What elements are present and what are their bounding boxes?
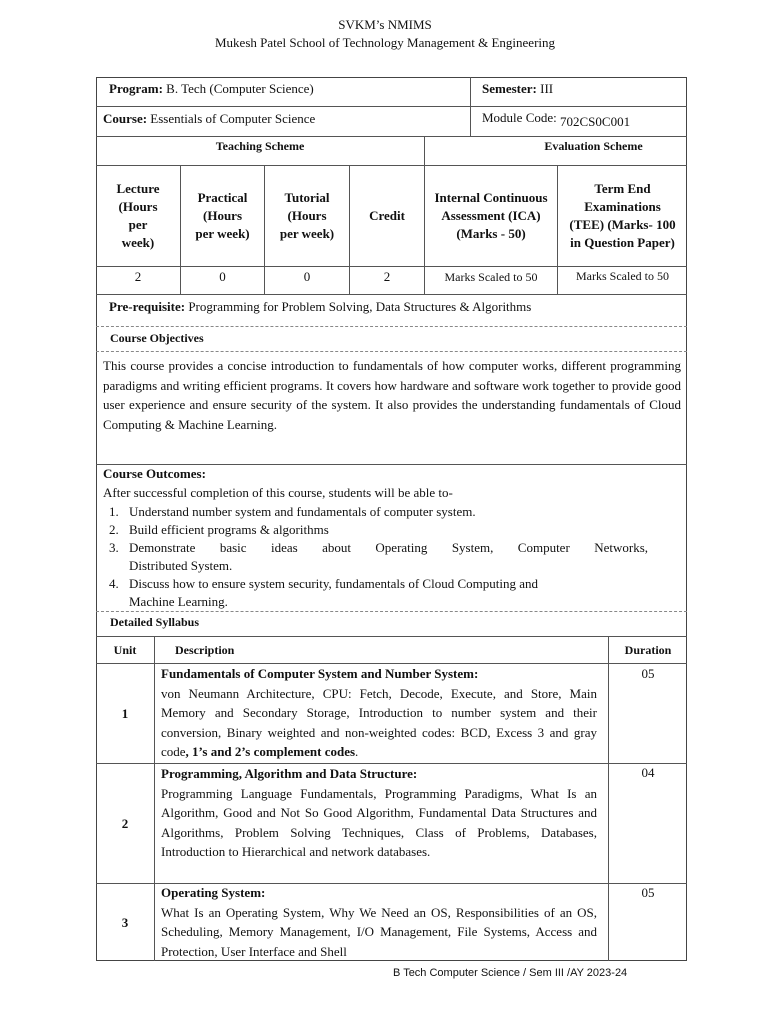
- tutorial-value: 0: [303, 269, 311, 284]
- program-field: [109, 80, 314, 98]
- practical-header: Practical (Hours per week): [195, 190, 250, 241]
- semester-label: Semester:: [482, 81, 537, 96]
- outcome-item: 3. Demonstrate basic ideas about Operating System, Computer Networks, Distributed System.: [109, 540, 648, 573]
- unit-3-description: Operating System: What Is an Operating System, Why We Need an OS, Responsibilities of an OS, Scheduling, Memory Management, I/O Management, File Systems, Access and Protection, User Interface and Shell: [161, 885, 597, 959]
- prerequisite-label: Pre-requisite:: [109, 299, 186, 314]
- ica-value: Marks Scaled to 50: [444, 270, 538, 284]
- unit-2-description: Programming, Algorithm and Data Structure: Programming Language Fundamentals, Programming Paradigms, What Is an Algorithm, Good and Not So Good Algorithm, Fundamental Data Structures and Algorithms, Problem Solving Techniques, Class of Problems, Databases, Introduction to Hierarchical and network databases.: [161, 766, 597, 860]
- practical-value: 0: [219, 269, 226, 284]
- course-field: [103, 110, 315, 128]
- school-name: Mukesh Patel School of Technology Management & Engineering: [214, 35, 556, 50]
- duration-header: Duration: [624, 643, 672, 657]
- tee-value: Marks Scaled to 50: [576, 269, 669, 283]
- unit-header: Unit: [113, 643, 137, 657]
- unit-2: 2: [121, 815, 129, 831]
- prerequisite-field: [109, 298, 531, 316]
- unit-1-duration: 05: [641, 666, 655, 681]
- objectives-title: Course Objectives: [110, 331, 204, 345]
- teaching-scheme-title: Teaching Scheme: [215, 139, 305, 153]
- outcomes-list: [103, 503, 648, 611]
- ica-header: Internal Continuous Assessment (ICA) (Marks - 50): [434, 190, 548, 241]
- outcomes-title: Course Outcomes:: [103, 466, 206, 481]
- module-code-field: [482, 109, 630, 127]
- credit-value: 2: [383, 269, 391, 284]
- lecture-value: 2: [134, 269, 142, 284]
- syllabus-title: Detailed Syllabus: [110, 615, 200, 629]
- tee-header: Term End Examinations (TEE) (Marks- 100 in Question Paper): [569, 181, 676, 250]
- course-value: Essentials of Computer Science: [150, 111, 316, 126]
- credit-header: Credit: [369, 208, 405, 223]
- outcome-item: 2. Build efficient programs & algorithms: [109, 522, 329, 537]
- tutorial-header: Tutorial (Hours per week): [279, 190, 335, 241]
- unit-3: 3: [121, 914, 129, 930]
- lecture-header: Lecture (Hours per week): [116, 181, 160, 250]
- page-footer: B Tech Computer Science / Sem III /AY 2023-24: [393, 967, 628, 979]
- unit-3-duration: 05: [641, 885, 655, 900]
- outcomes-intro: After successful completion of this course, students will be able to-: [103, 485, 453, 500]
- institution-name: SVKM’s NMIMS: [338, 17, 432, 32]
- module-code-label: Module Code:: [482, 110, 557, 125]
- program-value: B. Tech (Computer Science): [166, 81, 314, 96]
- unit-1: 1: [121, 705, 129, 721]
- objectives-text: This course provides a concise introduction to fundamentals of how computer works, different programming paradigms and writing efficient programs. It covers how hardware and software work together to provide good user experience and ensure security of the system. It also provides the understanding fundamentals of Cloud Computing & Machine Learning.: [103, 358, 681, 432]
- prerequisite-value: Programming for Problem Solving, Data Structures & Algorithms: [188, 299, 532, 314]
- outcome-item: 4. Discuss how to ensure system security, fundamentals of Cloud Computing and Machine Learning.: [109, 576, 538, 609]
- semester-field: [482, 80, 553, 98]
- unit-2-duration: 04: [641, 765, 655, 780]
- description-header: Description: [175, 643, 235, 657]
- unit-1-description: Fundamentals of Computer System and Number System: von Neumann Architecture, CPU: Fetch, Decode, Execute, and Store, Main Memory and Secondary Storage, Introduction to number system and their conversion, Binary weighted and non-weighted codes: BCD, Excess 3 and gray code, 1’s and 2’s complement codes.: [161, 666, 597, 760]
- module-code-value: 702CS0C001: [560, 114, 631, 129]
- evaluation-scheme-title: Evaluation Scheme: [544, 139, 643, 153]
- outcome-item: 1. Understand number system and fundamentals of computer system.: [109, 504, 476, 519]
- course-label: Course:: [103, 111, 148, 126]
- program-label: Program:: [109, 81, 163, 96]
- semester-value: III: [540, 81, 554, 96]
